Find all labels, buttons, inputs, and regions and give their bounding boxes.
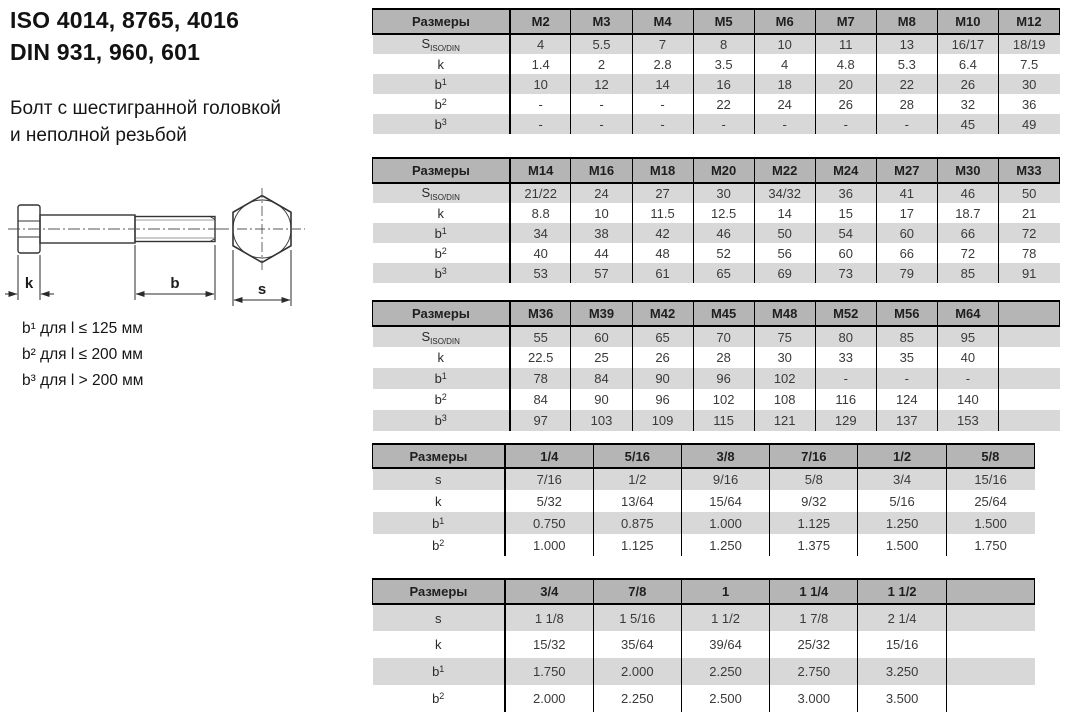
size-column-header: M39 <box>571 301 632 326</box>
value-cell: - <box>876 368 937 389</box>
value-cell: 2.250 <box>593 685 681 712</box>
value-cell: 1.750 <box>974 537 1007 553</box>
value-cell: 2.500 <box>681 685 769 712</box>
size-column-header: M27 <box>876 158 937 183</box>
value-cell: 44 <box>571 243 632 263</box>
value-cell: - <box>815 368 876 389</box>
value-cell: 27 <box>632 183 693 203</box>
size-column-header: 1/4 <box>505 444 593 468</box>
table-row <box>373 490 1035 512</box>
value-cell: 60 <box>876 223 937 243</box>
size-column-header: M30 <box>937 158 998 183</box>
footnote-b2: b² для l ≤ 200 мм <box>22 346 143 364</box>
table-row <box>373 685 1035 712</box>
row-label: $b^1$ <box>373 658 505 685</box>
table-row <box>373 34 1060 54</box>
value-cell: 102 <box>754 368 815 389</box>
value-cell: 7.5 <box>1020 56 1039 72</box>
value-cell: - <box>693 114 754 134</box>
size-column-header: M52 <box>815 301 876 326</box>
table-row <box>373 94 1060 114</box>
value-cell: 7 <box>632 34 693 54</box>
value-cell: 18.7 <box>937 203 998 223</box>
dimension-label-s: s <box>257 281 267 298</box>
table-row <box>373 368 1060 389</box>
value-cell: 5/8 <box>770 468 858 490</box>
size-column-header: M18 <box>632 158 693 183</box>
size-column-header: M8 <box>876 9 937 34</box>
value-cell: 4 <box>754 54 815 74</box>
size-column-header: 7/16 <box>770 444 858 468</box>
value-cell: 153 <box>937 410 998 431</box>
value-cell: - <box>815 114 876 134</box>
size-column-header: M7 <box>815 9 876 34</box>
size-column-header: M16 <box>571 158 632 183</box>
value-cell: 61 <box>632 263 693 283</box>
table-corner-header: Размеры <box>373 9 510 34</box>
value-cell: 90 <box>571 389 632 410</box>
value-cell: 97 <box>510 410 571 431</box>
value-cell: 85 <box>876 326 937 347</box>
table-row <box>373 410 1060 431</box>
value-cell: 30 <box>693 183 754 203</box>
value-cell: 84 <box>510 389 571 410</box>
value-cell: 13/64 <box>593 490 681 512</box>
value-cell: 12.5 <box>693 203 754 223</box>
value-cell: 4 <box>510 34 571 54</box>
value-cell: - <box>632 94 693 114</box>
value-cell: 1 5/16 <box>593 604 681 631</box>
value-cell: 32 <box>937 94 998 114</box>
value-cell: 1/2 <box>593 468 681 490</box>
row-label: k <box>373 347 510 368</box>
value-cell: 22.5 <box>510 347 571 368</box>
product-description <box>10 96 281 150</box>
value-cell: 70 <box>693 326 754 347</box>
value-cell: 54 <box>815 223 876 243</box>
size-column-header: M3 <box>571 9 632 34</box>
value-cell: 1.000 <box>681 512 769 534</box>
value-cell: 26 <box>815 94 876 114</box>
value-cell: 11 <box>815 34 876 54</box>
value-cell: 26 <box>632 347 693 368</box>
value-cell: 40 <box>510 243 571 263</box>
size-column-header: 1 <box>681 579 769 604</box>
value-cell: 78 <box>510 368 571 389</box>
value-cell: 3.250 <box>858 658 946 685</box>
value-cell: 1 1/8 <box>505 604 593 631</box>
value-cell: 8.8 <box>510 203 571 223</box>
value-cell: 1.000 <box>505 534 593 556</box>
value-cell: 1 7/8 <box>770 604 858 631</box>
value-cell: 85 <box>937 263 998 283</box>
standard-din-line: DIN 931, 960, 601 <box>10 39 201 66</box>
value-cell: 2 <box>571 54 632 74</box>
value-cell: 79 <box>876 263 937 283</box>
value-cell: 13 <box>876 34 937 54</box>
table-row <box>373 631 1035 658</box>
row-label: $b^1$ <box>373 512 505 534</box>
value-cell: 66 <box>876 243 937 263</box>
table-corner-header: Размеры <box>373 579 505 604</box>
size-column-header: 1 1/2 <box>858 579 946 604</box>
value-cell: 96 <box>632 389 693 410</box>
value-cell: 10 <box>754 34 815 54</box>
metric-table-m14-m33 <box>372 157 1060 283</box>
value-cell: 1 1/2 <box>681 604 769 631</box>
value-cell: 2.250 <box>681 658 769 685</box>
value-cell: 42 <box>632 223 693 243</box>
value-cell: 52 <box>693 243 754 263</box>
value-cell: 28 <box>876 94 937 114</box>
value-cell: 2 1/4 <box>858 604 946 631</box>
inch-table-quarter-to-5-8 <box>372 443 1035 556</box>
empty-cell <box>946 685 1034 712</box>
size-column-header: M64 <box>937 301 998 326</box>
size-column-header: 1 1/4 <box>770 579 858 604</box>
row-label: s <box>373 604 505 631</box>
value-cell: 3.500 <box>858 685 946 712</box>
table-header-row <box>373 301 1060 326</box>
value-cell: 140 <box>937 389 998 410</box>
value-cell: 80 <box>815 326 876 347</box>
value-cell: 5/32 <box>505 490 593 512</box>
table-row <box>373 512 1035 534</box>
value-cell: 10 <box>510 74 571 94</box>
table-corner-header: Размеры <box>373 301 510 326</box>
value-cell: 15/16 <box>974 472 1007 487</box>
value-cell: 1.375 <box>770 534 858 556</box>
value-cell: 18 <box>754 74 815 94</box>
size-column-header: 3/8 <box>681 444 769 468</box>
size-column-header: M56 <box>876 301 937 326</box>
size-column-header: 1/2 <box>858 444 946 468</box>
value-cell: 5/16 <box>858 490 946 512</box>
value-cell: 35 <box>876 347 937 368</box>
table-row <box>373 468 1035 490</box>
size-column-header: 5/16 <box>593 444 681 468</box>
value-cell: 129 <box>815 410 876 431</box>
empty-cell <box>998 326 1059 347</box>
table-header-row <box>373 579 1035 604</box>
row-label: $b^2$ <box>373 685 505 712</box>
value-cell: 72 <box>1021 225 1037 241</box>
value-cell: 48 <box>632 243 693 263</box>
metric-table-m36-m64 <box>372 300 1060 431</box>
value-cell: 15/32 <box>505 631 593 658</box>
value-cell: 25 <box>571 347 632 368</box>
row-label: k <box>373 54 510 74</box>
value-cell: - <box>571 114 632 134</box>
value-cell: 121 <box>754 410 815 431</box>
size-column-header: 3/4 <box>505 579 593 604</box>
empty-cell <box>946 658 1034 685</box>
value-cell: 2.750 <box>770 658 858 685</box>
size-column-header: M6 <box>754 9 815 34</box>
value-cell: 91 <box>1021 265 1037 281</box>
value-cell: 40 <box>937 347 998 368</box>
value-cell: 65 <box>632 326 693 347</box>
value-cell: 8 <box>693 34 754 54</box>
value-cell: 5.5 <box>571 34 632 54</box>
row-label: k <box>373 631 505 658</box>
value-cell: 1.750 <box>505 658 593 685</box>
value-cell: 36 <box>815 183 876 203</box>
table-header-row <box>373 158 1060 183</box>
value-cell: 78 <box>1021 245 1037 261</box>
value-cell: - <box>937 368 998 389</box>
value-cell: 1.500 <box>974 515 1007 531</box>
value-cell: 45 <box>937 114 998 134</box>
value-cell: - <box>510 94 571 114</box>
value-cell: 16/17 <box>937 34 998 54</box>
size-column-header: M2 <box>510 9 571 34</box>
table-row <box>373 54 1060 74</box>
table-row <box>373 347 1060 368</box>
value-cell: 35/64 <box>593 631 681 658</box>
value-cell: 34 <box>510 223 571 243</box>
value-cell: 53 <box>510 263 571 283</box>
value-cell: 16 <box>693 74 754 94</box>
row-label: $b^2$ <box>373 389 510 410</box>
value-cell: 65 <box>693 263 754 283</box>
table-row <box>373 263 1060 283</box>
value-cell: 60 <box>815 243 876 263</box>
footnote-b3: b³ для l > 200 мм <box>22 372 144 390</box>
value-cell: 22 <box>693 94 754 114</box>
value-cell: 26 <box>937 74 998 94</box>
value-cell: 116 <box>815 389 876 410</box>
value-cell: 17 <box>876 203 937 223</box>
value-cell: 21/22 <box>510 183 571 203</box>
value-cell: 46 <box>937 183 998 203</box>
value-cell: 4.8 <box>815 54 876 74</box>
size-column-header: M48 <box>754 301 815 326</box>
value-cell: 25/64 <box>974 493 1007 509</box>
size-column-header: M24 <box>815 158 876 183</box>
row-label: $S_{ISO/DIN}$ <box>373 34 510 54</box>
value-cell: 24 <box>754 94 815 114</box>
value-cell: - <box>571 94 632 114</box>
row-label: k <box>373 203 510 223</box>
value-cell: 137 <box>876 410 937 431</box>
value-cell: 9/32 <box>770 490 858 512</box>
table-corner-header: Размеры <box>373 158 510 183</box>
value-cell: 1.4 <box>510 54 571 74</box>
row-label: s <box>373 468 505 490</box>
footnote-b1: b¹ для l ≤ 125 мм <box>22 320 143 337</box>
table-row <box>373 223 1060 243</box>
empty-cell <box>998 410 1059 431</box>
value-cell: 75 <box>754 326 815 347</box>
value-cell: 39/64 <box>681 631 769 658</box>
value-cell: 69 <box>754 263 815 283</box>
size-column-header: M33 <box>998 158 1059 183</box>
value-cell: 108 <box>754 389 815 410</box>
table-row <box>373 534 1035 556</box>
row-label: $b^2$ <box>373 94 510 114</box>
size-column-header: M22 <box>754 158 815 183</box>
value-cell: 0.875 <box>593 512 681 534</box>
inch-table-3-4-to-1-1-2 <box>372 578 1035 712</box>
value-cell: 24 <box>571 183 632 203</box>
value-cell: - <box>510 114 571 134</box>
size-column-header: M36 <box>510 301 571 326</box>
value-cell: 60 <box>571 326 632 347</box>
value-cell: 30 <box>1021 76 1037 92</box>
value-cell: 5.3 <box>876 54 937 74</box>
size-column-header: M12 <box>998 9 1059 34</box>
value-cell: - <box>876 114 937 134</box>
value-cell: 34/32 <box>754 183 815 203</box>
row-label: $S_{ISO/DIN}$ <box>373 326 510 347</box>
size-column-header: M5 <box>693 9 754 34</box>
value-cell: 22 <box>876 74 937 94</box>
table-row <box>373 243 1060 263</box>
row-label: $b^2$ <box>373 243 510 263</box>
value-cell: 56 <box>754 243 815 263</box>
value-cell: 96 <box>693 368 754 389</box>
size-column-header: M20 <box>693 158 754 183</box>
empty-cell <box>998 389 1059 410</box>
table-corner-header: Размеры <box>373 444 505 468</box>
row-label: $b^1$ <box>373 368 510 389</box>
value-cell: 55 <box>510 326 571 347</box>
standard-iso-line: ISO 4014, 8765, 4016 <box>10 7 240 33</box>
row-label: k <box>373 490 505 512</box>
value-cell: 1.500 <box>858 534 946 556</box>
value-cell: 3.5 <box>693 54 754 74</box>
page-title <box>10 4 239 68</box>
row-label: $S_{ISO/DIN}$ <box>373 183 510 203</box>
value-cell: 2.000 <box>505 685 593 712</box>
value-cell: 103 <box>571 410 632 431</box>
table-row <box>373 658 1035 685</box>
value-cell: 41 <box>876 183 937 203</box>
value-cell: 95 <box>937 326 998 347</box>
value-cell: 50 <box>754 223 815 243</box>
row-label: $b^3$ <box>373 114 510 134</box>
table-header-row <box>373 9 1060 34</box>
dimension-label-b: b <box>170 275 180 292</box>
row-label: $b^2$ <box>373 534 505 556</box>
value-cell: - <box>754 114 815 134</box>
value-cell: 84 <box>571 368 632 389</box>
value-cell: 109 <box>632 410 693 431</box>
value-cell: 3.000 <box>770 685 858 712</box>
value-cell: 21 <box>1021 205 1037 221</box>
value-cell: 25/32 <box>770 631 858 658</box>
value-cell: 20 <box>815 74 876 94</box>
table-row <box>373 203 1060 223</box>
value-cell: 102 <box>693 389 754 410</box>
value-cell: 90 <box>632 368 693 389</box>
value-cell: 15/16 <box>858 631 946 658</box>
value-cell: 73 <box>815 263 876 283</box>
value-cell: 1.250 <box>681 534 769 556</box>
value-cell: 57 <box>571 263 632 283</box>
value-cell: 72 <box>937 243 998 263</box>
row-label: $b^3$ <box>373 410 510 431</box>
table-row <box>373 326 1060 347</box>
value-cell: 49 <box>1021 116 1037 132</box>
value-cell: 7/16 <box>505 468 593 490</box>
empty-cell <box>998 347 1059 368</box>
footnotes <box>22 316 143 394</box>
empty-column-header <box>946 579 1034 604</box>
value-cell: 14 <box>754 203 815 223</box>
size-column-header: M14 <box>510 158 571 183</box>
value-cell: 2.8 <box>632 54 693 74</box>
table-row <box>373 389 1060 410</box>
description-line-2: и неполной резьбой <box>10 124 187 146</box>
table-row <box>373 114 1060 134</box>
value-cell: 6.4 <box>937 54 998 74</box>
value-cell: 124 <box>876 389 937 410</box>
metric-table-m2-m12 <box>372 8 1060 134</box>
value-cell: 11.5 <box>632 203 693 223</box>
dimension-label-k: k <box>24 275 34 292</box>
size-column-header: M42 <box>632 301 693 326</box>
value-cell: 66 <box>937 223 998 243</box>
value-cell: 1.125 <box>770 512 858 534</box>
value-cell: 15 <box>815 203 876 223</box>
size-column-header: 5/8 <box>946 444 1034 468</box>
value-cell: 36 <box>1021 96 1037 112</box>
value-cell: - <box>632 114 693 134</box>
value-cell: 46 <box>693 223 754 243</box>
size-column-header: 7/8 <box>593 579 681 604</box>
value-cell: 15/64 <box>681 490 769 512</box>
value-cell: 3/4 <box>858 468 946 490</box>
value-cell: 33 <box>815 347 876 368</box>
row-label: $b^3$ <box>373 263 510 283</box>
value-cell: 14 <box>632 74 693 94</box>
empty-column-header <box>998 301 1059 326</box>
size-column-header: M10 <box>937 9 998 34</box>
value-cell: 50 <box>1021 186 1037 201</box>
bolt-technical-drawing <box>5 188 350 318</box>
empty-cell <box>998 368 1059 389</box>
row-label: $b^1$ <box>373 223 510 243</box>
table-row <box>373 183 1060 203</box>
description-line-1: Болт с шестигранной головкой <box>10 98 281 119</box>
size-column-header: M4 <box>632 9 693 34</box>
value-cell: 9/16 <box>681 468 769 490</box>
empty-cell <box>946 604 1034 631</box>
value-cell: 2.000 <box>593 658 681 685</box>
value-cell: 1.125 <box>593 534 681 556</box>
value-cell: 1.250 <box>858 512 946 534</box>
value-cell: 10 <box>571 203 632 223</box>
table-row <box>373 74 1060 94</box>
value-cell: 38 <box>571 223 632 243</box>
value-cell: 12 <box>571 74 632 94</box>
empty-cell <box>946 631 1034 658</box>
table-header-row <box>373 444 1035 468</box>
value-cell: 115 <box>693 410 754 431</box>
table-row <box>373 604 1035 631</box>
row-label: $b^1$ <box>373 74 510 94</box>
value-cell: 0.750 <box>505 512 593 534</box>
size-column-header: M45 <box>693 301 754 326</box>
value-cell: 28 <box>693 347 754 368</box>
value-cell: 18/19 <box>1012 37 1046 52</box>
value-cell: 30 <box>754 347 815 368</box>
